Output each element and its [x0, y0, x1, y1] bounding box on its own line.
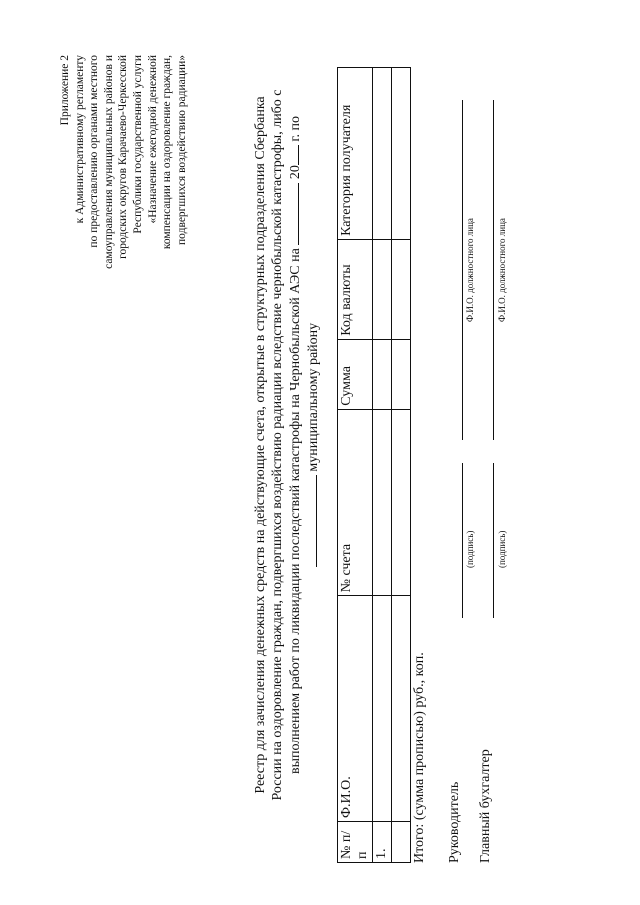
appendix-line: к Административному регламенту: [73, 55, 86, 224]
register-table: [337, 67, 411, 863]
table-cell: [392, 339, 411, 409]
director-label: Руководитель: [447, 781, 462, 863]
header-category: Категория получателя: [338, 68, 373, 240]
table-cell: [392, 596, 411, 822]
title-line-3: [286, 65, 304, 825]
appendix-line: городских округов Карачаево-Черкесской: [117, 55, 130, 259]
director-sign-caption: (подпись): [465, 530, 475, 568]
title-line-1: Реестр для зачисления денежных средств на действующие счета, открытые в структурных подразделения Сбербанка: [253, 96, 268, 794]
table-cell: [392, 822, 411, 863]
title-line-3-end: г. по: [288, 116, 303, 142]
title-line-2: России на оздоровление граждан, подвергшихся воздействию радиации вследствие чернобыльской катастрофы, либо с: [270, 89, 285, 801]
accountant-sign-caption: (подпись): [497, 530, 507, 568]
total-line: Итого: (сумма прописью) руб., коп.: [412, 652, 427, 863]
year-blank: [286, 145, 299, 165]
accountant-name-line: [493, 100, 494, 440]
appendix-header: [58, 55, 189, 305]
appendix-line: подвергшихся воздействию радиации»: [175, 55, 188, 245]
title-line-4: [304, 65, 322, 825]
header-currency: Код валюты: [338, 239, 373, 339]
appendix-line: самоуправления муниципальных районов и: [102, 55, 115, 269]
date-blank: [286, 183, 299, 245]
appendix-line: компенсации на оздоровление граждан,: [161, 55, 174, 250]
director-name-line: [462, 100, 463, 440]
appendix-line: Республики государственной услуги: [131, 55, 144, 234]
table-cell: 1.: [373, 822, 392, 863]
director-name-caption: Ф.И.О. должностного лица: [465, 218, 475, 322]
table-row: [392, 68, 411, 863]
table-cell: [373, 339, 392, 409]
register-title: [252, 65, 322, 825]
header-number: № п/п: [338, 822, 373, 863]
table-cell: [392, 239, 411, 339]
header-sum: Сумма: [338, 339, 373, 409]
table-cell: [373, 239, 392, 339]
table-cell: [373, 68, 392, 240]
appendix-line: по предоставлению органами местного: [88, 55, 101, 248]
table-header-row: [338, 68, 373, 863]
table-cell: [392, 409, 411, 596]
table-row: [373, 68, 392, 863]
accountant-name-caption: Ф.И.О. должностного лица: [497, 218, 507, 322]
year-prefix: 20: [288, 165, 303, 180]
header-account: № счета: [338, 409, 373, 596]
appendix-line: «Назначение ежегодной денежной: [146, 55, 159, 224]
accountant-label: Главный бухгалтер: [478, 749, 493, 863]
table-cell: [392, 68, 411, 240]
table-cell: [373, 409, 392, 596]
header-fio: Ф.И.О.: [338, 596, 373, 822]
table-cell: [373, 596, 392, 822]
accountant-sign-line: [493, 463, 494, 618]
appendix-line: Приложение 2: [59, 55, 71, 126]
director-sign-line: [462, 463, 463, 618]
district-blank: [304, 475, 317, 567]
title-line-3-text: выполнением работ по ликвидации последствий катастрофы на Чернобыльской АЭС на: [288, 248, 303, 774]
district-label: муниципальному району: [306, 322, 321, 472]
